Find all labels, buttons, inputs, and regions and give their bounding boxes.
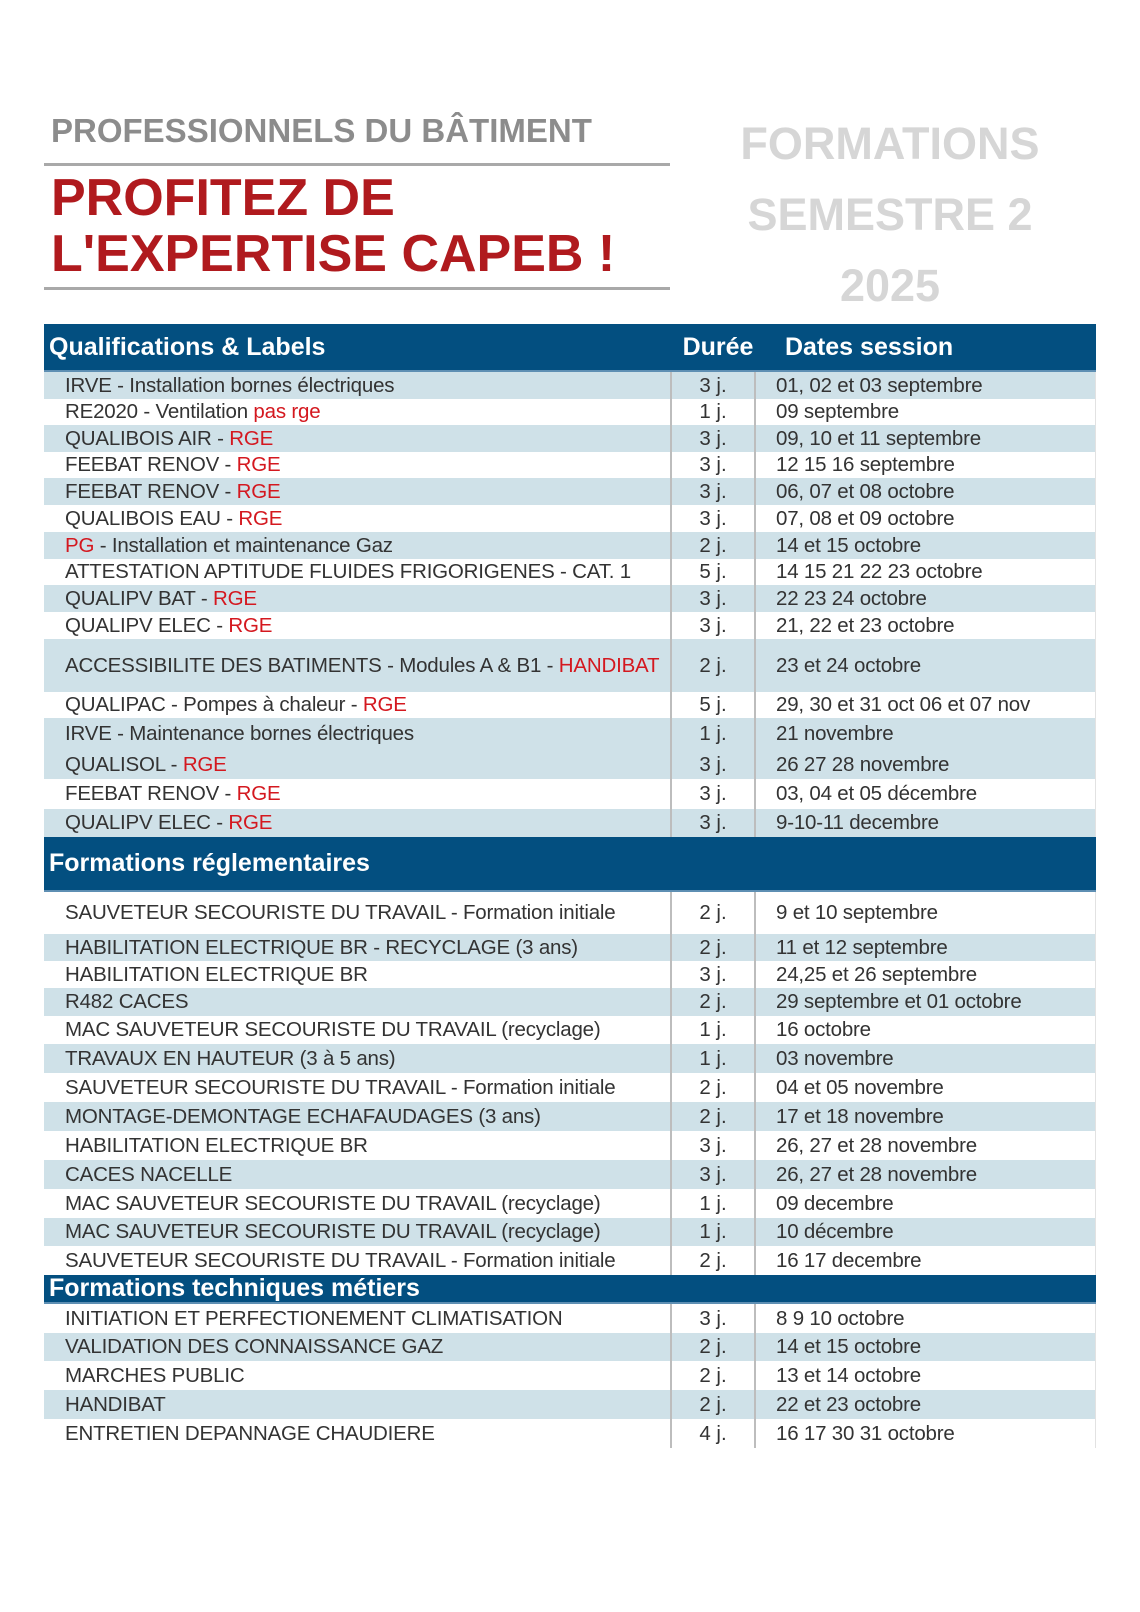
- dates-cell: 23 et 24 octobre: [756, 639, 1096, 692]
- label-tag: RGE: [236, 453, 281, 476]
- table-row: [44, 399, 1096, 425]
- duration-cell: 2 j.: [670, 1102, 756, 1131]
- dates-cell: 29 septembre et 01 octobre: [756, 988, 1096, 1016]
- table-row: [44, 425, 1096, 452]
- dates-cell: 14 et 15 octobre: [756, 1333, 1096, 1361]
- training-name: [44, 963, 670, 987]
- training-name: [44, 693, 670, 717]
- training-title: INITIATION ET PERFECTIONEMENT CLIMATISATION: [65, 1306, 563, 1330]
- dates-cell: 26 27 28 novembre: [756, 750, 1096, 779]
- table-row: [44, 934, 1096, 961]
- training-name: [44, 453, 670, 477]
- table-row: [44, 718, 1096, 750]
- duration-cell: 1 j.: [670, 1016, 756, 1044]
- dates-cell: 21, 22 et 23 octobre: [756, 612, 1096, 639]
- training-detail: - Formation initiale: [445, 1075, 616, 1099]
- duration-cell: 3 j.: [670, 961, 756, 988]
- dates-cell: 01, 02 et 03 septembre: [756, 372, 1096, 399]
- training-detail: - Installation bornes électriques: [111, 373, 395, 397]
- headline: [51, 170, 615, 282]
- training-title: SAUVETEUR SECOURISTE DU TRAVAIL: [65, 1248, 446, 1272]
- table-row: [44, 809, 1096, 837]
- training-name: [44, 1422, 670, 1446]
- training-name: [44, 1134, 670, 1158]
- dates-cell: 06, 07 et 08 octobre: [756, 478, 1096, 505]
- training-detail: -: [210, 811, 229, 834]
- table-row: [44, 1419, 1096, 1448]
- duration-cell: 3 j.: [670, 425, 756, 452]
- duration-cell: 3 j.: [670, 372, 756, 399]
- section-header: [44, 837, 1096, 892]
- training-title: SAUVETEUR SECOURISTE DU TRAVAIL: [65, 1075, 446, 1099]
- training-title: MONTAGE-DEMONTAGE ECHAFAUDAGES (3 ans): [65, 1104, 541, 1128]
- table-row: [44, 612, 1096, 639]
- training-name: [44, 560, 670, 584]
- label-tag: RGE: [236, 479, 281, 503]
- training-code: PG: [65, 533, 95, 557]
- dates-cell: 09 septembre: [756, 399, 1096, 425]
- training-name: [44, 1047, 670, 1071]
- training-title: MAC SAUVETEUR SECOURISTE DU TRAVAIL (recyclage): [65, 1018, 601, 1041]
- training-name: [44, 1163, 670, 1187]
- duration-cell: 2 j.: [670, 1361, 756, 1390]
- training-title: ACCESSIBILITE DES BATIMENTS: [65, 653, 382, 677]
- training-title: QUALIPAC: [65, 693, 166, 716]
- label-tag: RGE: [238, 506, 283, 530]
- training-title: QUALIPV ELEC: [65, 613, 211, 637]
- label-tag: RGE: [362, 693, 407, 716]
- dates-cell: 03 novembre: [756, 1044, 1096, 1073]
- duration-cell: 3 j.: [670, 505, 756, 532]
- duration-cell: 3 j.: [670, 452, 756, 478]
- label-tag: RGE: [236, 782, 281, 805]
- headline-line-1: PROFITEZ DE: [51, 169, 395, 227]
- training-name: [44, 1335, 670, 1359]
- training-title: MAC SAUVETEUR SECOURISTE DU TRAVAIL (recyclage): [65, 1220, 601, 1243]
- dates-cell: 10 décembre: [756, 1218, 1096, 1246]
- table-row: [44, 1131, 1096, 1160]
- dates-cell: 9-10-11 decembre: [756, 809, 1096, 837]
- training-detail: - Formation initiale: [445, 1248, 616, 1272]
- table-row: [44, 1246, 1096, 1275]
- dates-cell: 22 23 24 octobre: [756, 585, 1096, 612]
- training-name: [44, 1192, 670, 1216]
- duration-cell: 3 j.: [670, 478, 756, 505]
- training-name: [44, 753, 670, 777]
- training-detail: - Installation et maintenance Gaz: [94, 533, 393, 557]
- dates-cell: 04 et 05 novembre: [756, 1073, 1096, 1102]
- training-detail: -: [165, 752, 183, 776]
- dates-cell: 16 octobre: [756, 1016, 1096, 1044]
- training-detail: -: [219, 782, 237, 805]
- duration-cell: 1 j.: [670, 1044, 756, 1073]
- duration-cell: 3 j.: [670, 1160, 756, 1189]
- training-title: FEEBAT RENOV: [65, 479, 220, 503]
- table-row: [44, 750, 1096, 779]
- dates-cell: 13 et 14 octobre: [756, 1361, 1096, 1390]
- training-title: HABILITATION ELECTRIQUE BR: [65, 962, 368, 986]
- column-header-duration: Durée: [682, 332, 754, 361]
- duration-cell: 1 j.: [670, 718, 756, 750]
- dates-cell: 12 15 16 septembre: [756, 452, 1096, 478]
- table-row: [44, 1016, 1096, 1044]
- table-row: [44, 559, 1096, 585]
- duration-cell: 3 j.: [670, 1131, 756, 1160]
- dates-cell: 17 et 18 novembre: [756, 1102, 1096, 1131]
- table-row: [44, 372, 1096, 399]
- training-detail: -: [210, 613, 229, 637]
- side-title-line-3: 2025: [839, 260, 941, 311]
- duration-cell: 3 j.: [670, 750, 756, 779]
- training-name: [44, 1249, 670, 1273]
- duration-cell: 2 j.: [670, 1073, 756, 1102]
- training-title: QUALISOL: [65, 752, 166, 776]
- duration-cell: 2 j.: [670, 988, 756, 1016]
- training-detail: - Maintenance bornes électriques: [111, 722, 414, 745]
- table-row: [44, 1189, 1096, 1218]
- dates-cell: 14 et 15 octobre: [756, 532, 1096, 559]
- duration-cell: 2 j.: [670, 934, 756, 961]
- table-row: [44, 1102, 1096, 1131]
- training-title: CACES NACELLE: [65, 1162, 233, 1186]
- training-title: R482 CACES: [65, 990, 189, 1013]
- training-name: [44, 614, 670, 638]
- duration-cell: 3 j.: [670, 585, 756, 612]
- side-title-line-1: FORMATIONS: [740, 118, 1040, 169]
- table-row: [44, 1160, 1096, 1189]
- duration-cell: 1 j.: [670, 1218, 756, 1246]
- duration-cell: 3 j.: [670, 612, 756, 639]
- dates-cell: 09 decembre: [756, 1189, 1096, 1218]
- training-name: [44, 901, 670, 925]
- training-detail: - Pompes à chaleur -: [165, 693, 363, 716]
- dates-cell: 16 17 30 31 octobre: [756, 1419, 1096, 1448]
- divider-bottom: [44, 287, 670, 290]
- section-header: [44, 324, 1096, 372]
- duration-cell: 2 j.: [670, 892, 756, 934]
- label-tag: HANDIBAT: [558, 653, 660, 677]
- side-title: [700, 108, 1080, 321]
- training-name: [44, 374, 670, 398]
- dates-cell: 24,25 et 26 septembre: [756, 961, 1096, 988]
- training-name: [44, 1364, 670, 1388]
- table-row: [44, 1333, 1096, 1361]
- table-row: [44, 692, 1096, 718]
- duration-cell: 4 j.: [670, 1419, 756, 1448]
- table-row: [44, 532, 1096, 559]
- table-row: [44, 1361, 1096, 1390]
- table-row: [44, 505, 1096, 532]
- dates-cell: 9 et 10 septembre: [756, 892, 1096, 934]
- training-title: QUALIPV BAT: [65, 586, 196, 610]
- training-name: [44, 534, 670, 558]
- duration-cell: 1 j.: [670, 1189, 756, 1218]
- dates-cell: 16 17 decembre: [756, 1246, 1096, 1275]
- table-row: [44, 892, 1096, 934]
- table-row: [44, 1390, 1096, 1419]
- training-detail: -: [220, 506, 239, 530]
- table-row: [44, 1044, 1096, 1073]
- label-tag: RGE: [228, 613, 273, 637]
- training-detail: - Formation initiale: [445, 901, 616, 924]
- dates-cell: 29, 30 et 31 oct 06 et 07 nov: [756, 692, 1096, 718]
- training-title: FEEBAT RENOV: [65, 453, 220, 476]
- table-row: [44, 1304, 1096, 1333]
- training-detail: -: [219, 479, 237, 503]
- dates-cell: 11 et 12 septembre: [756, 934, 1096, 961]
- duration-cell: 5 j.: [670, 559, 756, 585]
- training-title: HABILITATION ELECTRIQUE BR - RECYCLAGE (3 ans): [65, 935, 578, 959]
- label-tag: RGE: [229, 426, 274, 450]
- table-row: [44, 961, 1096, 988]
- training-name: [44, 1220, 670, 1244]
- training-detail: -: [195, 586, 213, 610]
- training-name: [44, 722, 670, 746]
- training-name: [44, 1105, 670, 1129]
- section-title: Formations réglementaires: [49, 849, 370, 877]
- training-name: [44, 507, 670, 531]
- table-row: [44, 1218, 1096, 1246]
- dates-cell: 8 9 10 octobre: [756, 1304, 1096, 1333]
- training-title: SAUVETEUR SECOURISTE DU TRAVAIL: [65, 901, 446, 924]
- label-tag: RGE: [212, 586, 257, 610]
- training-detail: - Modules A & B1 -: [381, 653, 559, 677]
- duration-cell: 2 j.: [670, 639, 756, 692]
- label-tag: pas rge: [253, 400, 321, 423]
- training-title: QUALIBOIS EAU: [65, 506, 221, 530]
- training-detail: - Ventilation: [137, 400, 254, 423]
- section-title: Formations techniques métiers: [49, 1274, 420, 1302]
- duration-cell: 2 j.: [670, 1333, 756, 1361]
- dates-cell: 21 novembre: [756, 718, 1096, 750]
- dates-cell: 26, 27 et 28 novembre: [756, 1131, 1096, 1160]
- training-name: [44, 400, 670, 424]
- training-title: VALIDATION DES CONNAISSANCE GAZ: [65, 1335, 444, 1358]
- training-title: HANDIBAT: [65, 1392, 166, 1416]
- dates-cell: 26, 27 et 28 novembre: [756, 1160, 1096, 1189]
- training-name: [44, 1018, 670, 1042]
- training-name: [44, 587, 670, 611]
- training-schedule-table: [44, 324, 1096, 1448]
- training-title: MARCHES PUBLIC: [65, 1363, 245, 1387]
- table-row: [44, 478, 1096, 505]
- table-row: [44, 452, 1096, 478]
- table-row: [44, 988, 1096, 1016]
- training-detail: -: [219, 453, 237, 476]
- duration-cell: 2 j.: [670, 532, 756, 559]
- training-name: [44, 990, 670, 1014]
- training-title: MAC SAUVETEUR SECOURISTE DU TRAVAIL (recyclage): [65, 1191, 601, 1215]
- dates-cell: 22 et 23 octobre: [756, 1390, 1096, 1419]
- table-row: [44, 779, 1096, 809]
- dates-cell: 07, 08 et 09 octobre: [756, 505, 1096, 532]
- section-title: Qualifications & Labels: [49, 332, 326, 361]
- training-title: IRVE: [65, 373, 112, 397]
- dates-cell: 14 15 21 22 23 octobre: [756, 559, 1096, 585]
- training-name: [44, 654, 670, 678]
- training-name: [44, 782, 670, 806]
- duration-cell: 5 j.: [670, 692, 756, 718]
- training-title: ENTRETIEN DEPANNAGE CHAUDIERE: [65, 1421, 435, 1445]
- training-title: HABILITATION ELECTRIQUE BR: [65, 1133, 368, 1157]
- training-name: [44, 1307, 670, 1331]
- training-title: TRAVAUX EN HAUTEUR (3 à 5 ans): [65, 1046, 396, 1070]
- kicker-title: PROFESSIONNELS DU BÂTIMENT: [51, 112, 592, 149]
- label-tag: RGE: [228, 811, 273, 834]
- headline-line-2: L'EXPERTISE CAPEB !: [51, 225, 616, 283]
- table-row: [44, 585, 1096, 612]
- training-name: [44, 1393, 670, 1417]
- training-title: QUALIPV ELEC: [65, 811, 211, 834]
- section-header: [44, 1275, 1096, 1304]
- training-title: FEEBAT RENOV: [65, 782, 220, 805]
- training-name: [44, 936, 670, 960]
- side-title-line-2: SEMESTRE 2: [747, 189, 1033, 240]
- training-name: [44, 427, 670, 451]
- dates-cell: 03, 04 et 05 décembre: [756, 779, 1096, 809]
- training-title: QUALIBOIS AIR: [65, 426, 212, 450]
- duration-cell: 3 j.: [670, 1304, 756, 1333]
- training-title: ATTESTATION APTITUDE FLUIDES FRIGORIGENES - CAT. 1: [65, 560, 631, 583]
- training-name: [44, 811, 670, 835]
- training-title: RE2020: [65, 400, 138, 423]
- dates-cell: 09, 10 et 11 septembre: [756, 425, 1096, 452]
- duration-cell: 2 j.: [670, 1390, 756, 1419]
- divider-top: [44, 163, 670, 166]
- column-header-dates: Dates session: [785, 332, 954, 361]
- table-row: [44, 639, 1096, 692]
- training-detail: -: [211, 426, 230, 450]
- training-name: [44, 1076, 670, 1100]
- duration-cell: 2 j.: [670, 1246, 756, 1275]
- training-name: [44, 480, 670, 504]
- training-title: IRVE: [65, 722, 112, 745]
- label-tag: RGE: [182, 752, 227, 776]
- duration-cell: 3 j.: [670, 779, 756, 809]
- duration-cell: 3 j.: [670, 809, 756, 837]
- table-row: [44, 1073, 1096, 1102]
- duration-cell: 1 j.: [670, 399, 756, 425]
